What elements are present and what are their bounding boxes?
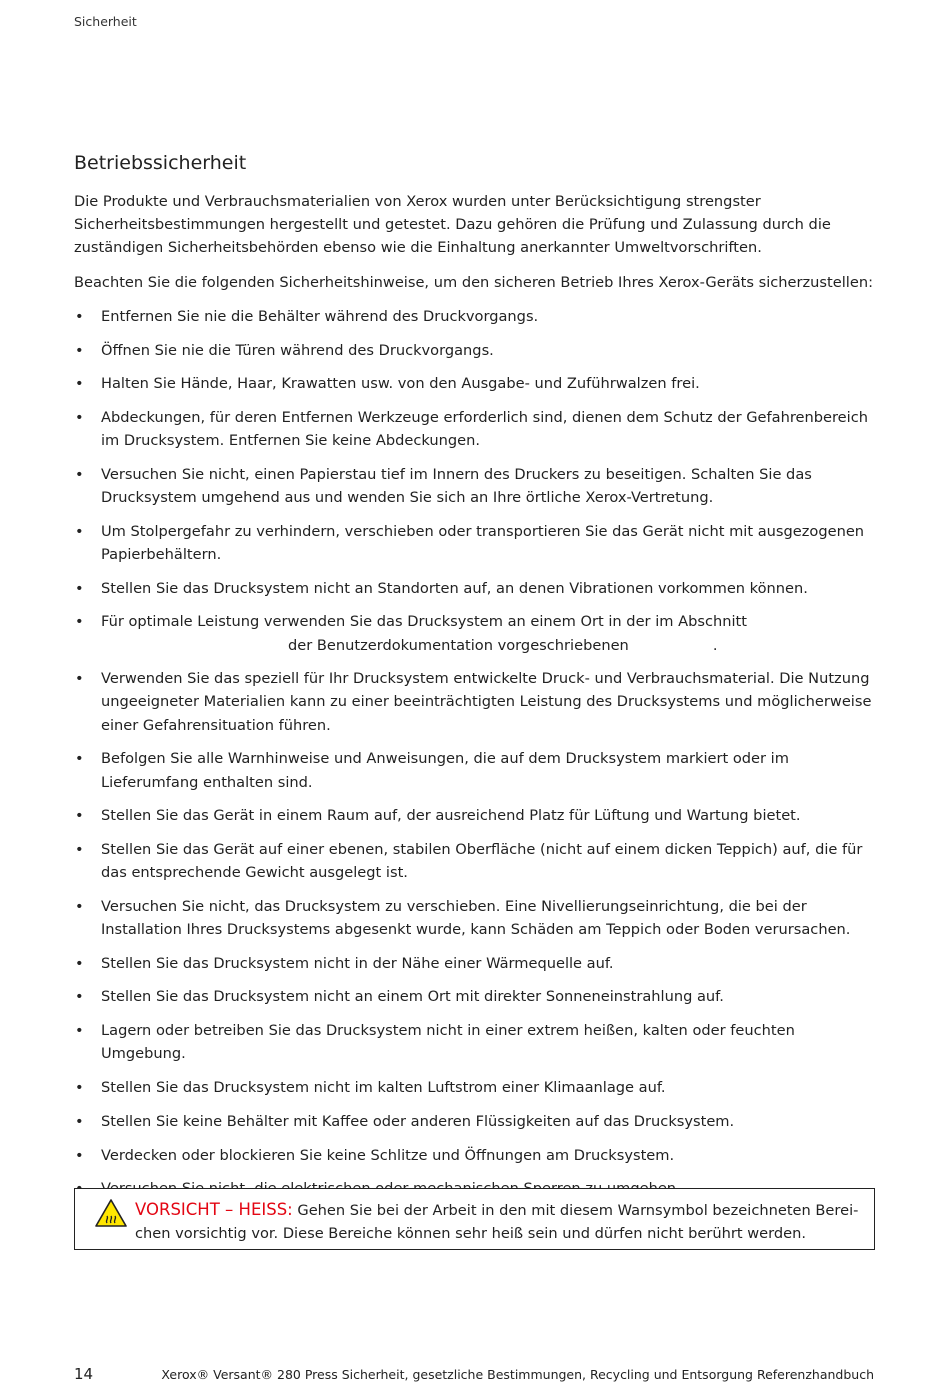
page-number: 14 bbox=[74, 1365, 94, 1383]
intro-paragraph: Die Produkte und Verbrauchsmaterialien von Xerox wurden unter Berücksichtigung strengster Sicherheitsbestimmungen hergestellt und getestet. Dazu gehören die Prüfung und Zulassung durch die zuständigen Sicherheitsbehörden ebenso wie die Einhaltung anerkannter Umweltvorschriften. bbox=[74, 193, 831, 257]
list-item-text: Um Stolpergefahr zu verhindern, verschieben oder transportieren Sie das Gerät nicht mit ausgezogenen Papierbehältern. bbox=[101, 522, 865, 563]
list-item-text: Stellen Sie das Drucksystem nicht im kalten Luftstrom einer Klimaanlage auf. bbox=[101, 1079, 666, 1097]
body-content bbox=[74, 190, 875, 1211]
list-item bbox=[74, 1110, 875, 1133]
list-item bbox=[74, 1076, 875, 1099]
bullet-symbol: • bbox=[75, 897, 84, 915]
list-item bbox=[74, 406, 875, 452]
bullet-symbol: • bbox=[75, 750, 84, 768]
caution-text: Gehen Sie bei der Arbeit in den mit diesem Warnsymbol bezeichneten Bereichen vorsichtig vor. Diese Bereiche können sehr heiß sein und dürfen nicht berührt werden. bbox=[135, 1202, 859, 1243]
bullet-symbol: • bbox=[75, 579, 84, 597]
bullet-symbol: • bbox=[75, 988, 84, 1006]
list-item bbox=[74, 838, 875, 884]
list-item-text: Für optimale Leistung verwenden Sie das Drucksystem an einem Ort in der im Abschnitt bbox=[101, 613, 747, 631]
section-title: Betriebssicherheit bbox=[74, 152, 247, 174]
list-item-text: Versuchen Sie nicht, einen Papierstau tief im Innern des Druckers zu beseitigen. Schalten Sie das Drucksystem umgehend aus und wenden Sie sich an Ihre örtliche Xerox-Vertretung. bbox=[101, 465, 812, 507]
list-item-text: Lagern oder betreiben Sie das Drucksystem nicht in einer extrem heißen, kalten oder feuchten Umgebung. bbox=[101, 1022, 795, 1063]
list-item-text: Stellen Sie keine Behälter mit Kaffee oder anderen Flüssigkeiten auf das Drucksystem. bbox=[101, 1112, 735, 1130]
list-item-text: Stellen Sie das Drucksystem nicht in der Nähe einer Wärmequelle auf. bbox=[101, 954, 614, 972]
hot-surface-warning-icon bbox=[95, 1199, 127, 1227]
bullet-symbol: • bbox=[75, 341, 84, 359]
running-header: Sicherheit bbox=[74, 14, 137, 29]
list-item-text: Verdecken oder blockieren Sie keine Schlitze und Öffnungen am Drucksystem. bbox=[101, 1146, 675, 1164]
footer-document-title: Xerox® Versant® 280 Press Sicherheit, gesetzliche Bestimmungen, Recycling und Entsorgung Referenzhandbuch bbox=[161, 1367, 874, 1382]
list-item-text: . bbox=[712, 636, 718, 654]
list-item-text: Stellen Sie das Gerät auf einer ebenen, stabilen Oberfläche (nicht auf einem dicken Teppich) auf, die für das entsprechende Gewicht ausgelegt ist. bbox=[101, 840, 863, 882]
bullet-symbol: • bbox=[75, 307, 84, 325]
caution-text-block bbox=[135, 1198, 860, 1245]
bullet-symbol: • bbox=[75, 1079, 84, 1097]
list-item-text: Versuchen Sie nicht, das Drucksystem zu verschieben. Eine Nivellierungseinrichtung, die bei der Installation Ihres Drucksystems abgesenkt wurde, kann Schäden am Teppich oder Boden verursachen. bbox=[101, 897, 851, 939]
list-item-text: Entfernen Sie nie die Behälter während des Druckvorgangs. bbox=[101, 307, 539, 325]
caution-label: VORSICHT – HEISS: bbox=[135, 1200, 293, 1219]
list-item-text: Abdeckungen, für deren Entfernen Werkzeuge erforderlich sind, dienen dem Schutz der Gefahrenbereich im Drucksystem. Entfernen Sie keine Abdeckungen. bbox=[101, 408, 868, 450]
bullet-symbol: • bbox=[75, 1112, 84, 1130]
bullet-symbol: • bbox=[75, 670, 84, 688]
bullet-symbol: • bbox=[75, 1022, 84, 1040]
bullet-symbol: • bbox=[75, 807, 84, 825]
list-item-optimal-location bbox=[74, 610, 875, 656]
lead-paragraph: Beachten Sie die folgenden Sicherheitshinweise, um den sicheren Betrieb Ihres Xerox-Geräts sicherzustellen: bbox=[74, 273, 873, 291]
list-item-text: Stellen Sie das Drucksystem nicht an Standorten auf, an denen Vibrationen vorkommen können. bbox=[101, 579, 808, 597]
list-item-text: Stellen Sie das Gerät in einem Raum auf, der ausreichend Platz für Lüftung und Wartung bietet. bbox=[101, 807, 801, 825]
list-item-text: der Benutzerdokumentation vorgeschriebenen bbox=[288, 636, 629, 654]
list-item-text: Halten Sie Hände, Haar, Krawatten usw. von den Ausgabe- und Zuführwalzen frei. bbox=[101, 375, 700, 393]
list-item bbox=[74, 1144, 875, 1167]
safety-list bbox=[74, 305, 875, 1201]
bullet-symbol: • bbox=[75, 613, 84, 631]
list-item bbox=[74, 952, 875, 975]
bullet-symbol: • bbox=[75, 1146, 84, 1164]
list-item-text: Verwenden Sie das speziell für Ihr Drucksystem entwickelte Druck- und Verbrauchsmaterial. Die Nutzung ungeeigneter Materialien kann zu einer beeinträchtigten Leistung des Drucksystems und möglicherweise einer Gefahrensituation führen. bbox=[101, 670, 872, 734]
list-item bbox=[74, 1019, 875, 1065]
caution-hot-box bbox=[74, 1188, 875, 1250]
list-item bbox=[74, 305, 875, 328]
bullet-symbol: • bbox=[75, 840, 84, 858]
bullet-symbol: • bbox=[75, 522, 84, 540]
list-item bbox=[74, 463, 875, 509]
bullet-symbol: • bbox=[75, 375, 84, 393]
list-item bbox=[74, 747, 875, 793]
bullet-symbol: • bbox=[75, 954, 84, 972]
list-item bbox=[74, 985, 875, 1008]
list-item-text: Öffnen Sie nie die Türen während des Druckvorgangs. bbox=[101, 341, 494, 359]
list-item bbox=[74, 520, 875, 566]
list-item-text: Befolgen Sie alle Warnhinweise und Anweisungen, die auf dem Drucksystem markiert oder im Lieferumfang enthalten sind. bbox=[101, 750, 789, 791]
list-item bbox=[74, 372, 875, 395]
bullet-symbol: • bbox=[75, 408, 84, 426]
list-item bbox=[74, 804, 875, 827]
list-item bbox=[74, 577, 875, 600]
bullet-symbol: • bbox=[75, 465, 84, 483]
list-item bbox=[74, 339, 875, 362]
list-item-text: Stellen Sie das Drucksystem nicht an einem Ort mit direkter Sonneneinstrahlung auf. bbox=[101, 988, 724, 1006]
list-item bbox=[74, 667, 875, 737]
list-item bbox=[74, 895, 875, 941]
